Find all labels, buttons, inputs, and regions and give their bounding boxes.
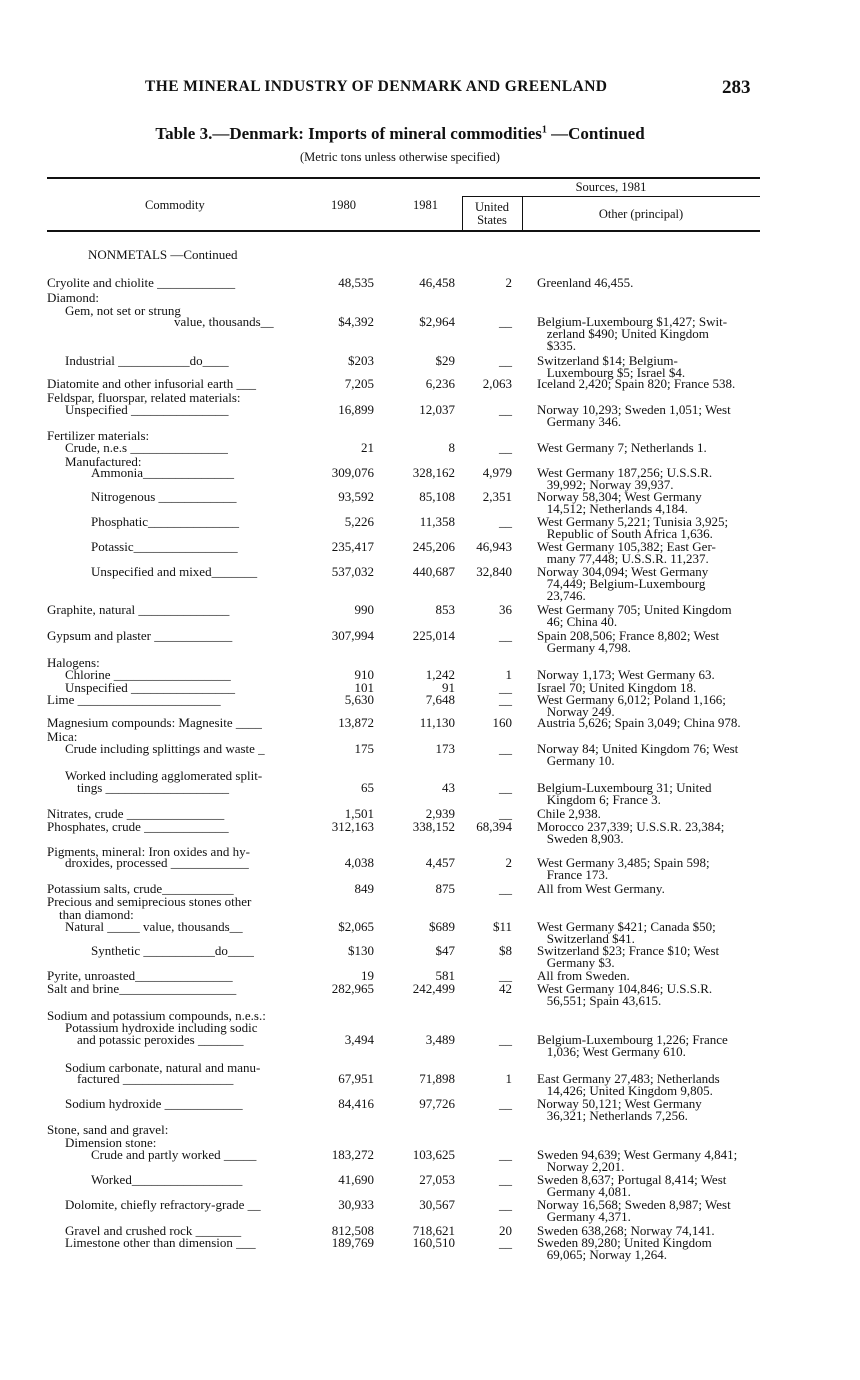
row-1981-value: 103,625: [412, 1147, 455, 1162]
row-1980-value: 84,416: [338, 1096, 374, 1111]
col-header-1981: 1981: [413, 198, 438, 212]
row-commodity: Dimension stone:: [65, 1135, 157, 1150]
row-commodity: Mica:: [47, 729, 78, 744]
row-other-sources: Spain 208,506; France 8,802; West Germany 4,798.: [537, 628, 720, 655]
row-1981-value: 11,130: [419, 715, 455, 730]
row-other-sources: Sweden 89,280; United Kingdom 69,065; Norway 1,264.: [537, 1235, 712, 1262]
row-commodity: Graphite, natural ______________: [47, 602, 230, 617]
row-1981-value: 718,621: [412, 1223, 455, 1238]
row-1981-value: 328,162: [412, 465, 455, 480]
row-other-sources: Sweden 94,639; West Germany 4,841; Norway 2,201.: [537, 1147, 738, 1174]
row-1981-value: 85,108: [419, 489, 455, 504]
row-1980-value: 65: [361, 780, 374, 795]
row-us-value: 1: [505, 1071, 512, 1086]
row-1981-value: 6,236: [425, 376, 455, 391]
row-1981-value: 225,014: [412, 628, 455, 643]
row-1980-value: $203: [348, 353, 374, 368]
row-us-value: 2,063: [482, 376, 512, 391]
row-1981-value: 875: [435, 881, 455, 896]
row-commodity: Diamond:: [47, 290, 99, 305]
row-other-sources: Sweden 638,268; Norway 74,141.: [537, 1223, 715, 1238]
row-1980-value: 309,076: [331, 465, 374, 480]
row-commodity: Sodium and potassium compounds, n.e.s.:: [47, 1008, 266, 1023]
row-us-value: 160: [492, 715, 512, 730]
row-1981-value: $29: [435, 353, 455, 368]
row-1980-value: 3,494: [344, 1032, 374, 1047]
row-commodity: Feldspar, fluorspar, related materials:: [47, 390, 241, 405]
row-commodity: Potassium hydroxide including sodic: [65, 1020, 258, 1035]
row-commodity: Unspecified and mixed_______: [91, 564, 258, 579]
row-1980-value: 849: [354, 881, 374, 896]
row-1981-value: 245,206: [412, 539, 455, 554]
row-us-value: __: [499, 314, 512, 329]
row-1980-value: 93,592: [338, 489, 374, 504]
row-commodity: Limestone other than dimension ___: [65, 1235, 256, 1250]
row-us-value: 2: [505, 855, 512, 870]
row-us-value: __: [499, 440, 512, 455]
row-other-sources: Israel 70; United Kingdom 18.: [537, 680, 697, 695]
row-other-sources: West Germany 705; United Kingdom 46; China 40.: [537, 602, 732, 629]
row-us-value: __: [499, 1172, 512, 1187]
row-us-value: $8: [499, 943, 512, 958]
row-1981-value: 46,458: [419, 275, 455, 290]
row-commodity: Diatomite and other infusorial earth ___: [47, 376, 257, 391]
row-commodity: Worked_________________: [91, 1172, 243, 1187]
row-us-value: __: [499, 692, 512, 707]
row-1981-value: 853: [435, 602, 455, 617]
row-1981-value: $47: [435, 943, 455, 958]
row-commodity: Salt and brine__________________: [47, 981, 237, 996]
row-1981-value: 242,499: [412, 981, 455, 996]
row-other-sources: West Germany 6,012; Poland 1,166; Norway 249.: [537, 692, 726, 719]
row-other-sources: Switzerland $14; Belgium- Luxembourg $5; Israel $4.: [537, 353, 686, 380]
col-header-sources: Sources, 1981: [575, 180, 647, 194]
row-1981-value: 1,242: [425, 667, 455, 682]
row-1980-value: $130: [348, 943, 374, 958]
row-us-value: __: [499, 628, 512, 643]
row-commodity: Ammonia______________: [91, 465, 234, 480]
row-commodity: Pyrite, unroasted_______________: [47, 968, 233, 983]
row-1981-value: $689: [429, 919, 455, 934]
row-1981-value: 27,053: [419, 1172, 455, 1187]
section-heading: NONMETALS —Continued: [88, 247, 238, 262]
row-commodity: Unspecified _______________: [65, 402, 229, 417]
row-us-value: __: [499, 780, 512, 795]
row-1980-value: 4,038: [344, 855, 374, 870]
row-1980-value: $4,392: [338, 314, 374, 329]
row-1980-value: 183,272: [331, 1147, 374, 1162]
row-1981-value: 581: [435, 968, 455, 983]
row-us-value: __: [499, 968, 512, 983]
row-1980-value: 537,032: [331, 564, 374, 579]
row-us-value: 68,394: [476, 819, 512, 834]
row-other-sources: Norway 58,304; West Germany 14,512; Netherlands 4,184.: [537, 489, 702, 516]
row-1981-value: 173: [435, 741, 455, 756]
running-title: THE MINERAL INDUSTRY OF DENMARK AND GREENLAND: [145, 78, 608, 95]
row-1980-value: 19: [361, 968, 374, 983]
row-other-sources: West Germany 104,846; U.S.S.R. 56,551; Spain 43,615.: [537, 981, 713, 1008]
col-header-commodity: Commodity: [145, 198, 205, 212]
row-commodity: Nitrogenous ____________: [91, 489, 237, 504]
row-us-value: 4,979: [482, 465, 512, 480]
row-other-sources: West Germany 105,382; East Ger- many 77,448; U.S.S.R. 11,237.: [537, 539, 716, 566]
row-commodity: Fertilizer materials:: [47, 428, 150, 443]
row-us-value: __: [499, 353, 512, 368]
col-header-1980: 1980: [331, 198, 356, 212]
header-bottom-rule: [47, 230, 760, 232]
row-1980-value: $2,065: [338, 919, 374, 934]
row-1980-value: 5,630: [344, 692, 374, 707]
row-other-sources: Norway 304,094; West Germany 74,449; Belgium-Luxembourg 23,746.: [537, 564, 709, 603]
row-1981-value: 338,152: [412, 819, 455, 834]
row-1981-value: 71,898: [419, 1071, 455, 1086]
row-us-value: __: [499, 806, 512, 821]
row-us-value: 42: [499, 981, 512, 996]
row-commodity: Unspecified ________________: [65, 680, 236, 695]
row-1981-value: 440,687: [412, 564, 455, 579]
row-commodity: Nitrates, crude _______________: [47, 806, 225, 821]
row-commodity: Lime ______________________: [47, 692, 221, 707]
row-us-value: __: [499, 741, 512, 756]
row-us-value: __: [499, 881, 512, 896]
row-1980-value: 235,417: [331, 539, 374, 554]
row-commodity: Phosphatic______________: [91, 514, 240, 529]
row-1980-value: 307,994: [331, 628, 374, 643]
row-us-value: __: [499, 680, 512, 695]
row-other-sources: West Germany 187,256; U.S.S.R. 39,992; Norway 39,937.: [537, 465, 713, 492]
row-1980-value: 282,965: [331, 981, 374, 996]
row-commodity: Cryolite and chiolite ____________: [47, 275, 236, 290]
row-other-sources: Sweden 8,637; Portugal 8,414; West Germany 4,081.: [537, 1172, 727, 1199]
row-commodity: Stone, sand and gravel:: [47, 1122, 169, 1137]
row-1980-value: 21: [361, 440, 374, 455]
row-other-sources: Chile 2,938.: [537, 806, 601, 821]
row-commodity: Worked including agglomerated split-: [65, 768, 263, 783]
row-other-sources: Iceland 2,420; Spain 820; France 538.: [537, 376, 736, 391]
table-subtitle: (Metric tons unless otherwise specified): [300, 150, 500, 164]
row-1981-value: 12,037: [419, 402, 455, 417]
row-commodity: Magnesium compounds: Magnesite ____: [47, 715, 262, 730]
row-commodity: Gravel and crushed rock _______: [65, 1223, 242, 1238]
row-1980-value: 48,535: [338, 275, 374, 290]
row-commodity: Synthetic ___________do____: [91, 943, 254, 958]
row-other-sources: Austria 5,626; Spain 3,049; China 978.: [537, 715, 741, 730]
row-us-value: __: [499, 514, 512, 529]
row-1980-value: 175: [354, 741, 374, 756]
row-us-value: __: [499, 1096, 512, 1111]
row-1980-value: 910: [354, 667, 374, 682]
row-1981-value: 8: [448, 440, 455, 455]
row-other-sources: Norway 50,121; West Germany 36,321; Netherlands 7,256.: [537, 1096, 702, 1123]
row-1981-value: 7,648: [425, 692, 455, 707]
row-1981-value: 4,457: [425, 855, 455, 870]
row-commodity: Halogens:: [47, 655, 100, 670]
row-1981-value: 91: [442, 680, 455, 695]
row-commodity: than diamond:: [59, 907, 134, 922]
row-commodity: Industrial ___________do____: [65, 353, 229, 368]
row-1980-value: 30,933: [338, 1197, 374, 1212]
row-us-value: __: [499, 402, 512, 417]
row-us-value: 46,943: [476, 539, 512, 554]
row-other-sources: East Germany 27,483; Netherlands 14,426; United Kingdom 9,805.: [537, 1071, 720, 1098]
row-us-value: __: [499, 1235, 512, 1250]
row-1981-value: 43: [442, 780, 455, 795]
row-1980-value: 990: [354, 602, 374, 617]
row-commodity: Sodium hydroxide ____________: [65, 1096, 243, 1111]
row-other-sources: Norway 84; United Kingdom 76; West Germany 10.: [537, 741, 739, 768]
row-commodity: droxides, processed ____________: [65, 855, 249, 870]
row-other-sources: West Germany 3,485; Spain 598; France 173.: [537, 855, 710, 882]
row-us-value: __: [499, 1032, 512, 1047]
row-us-value: 32,840: [476, 564, 512, 579]
row-commodity: Potassic________________: [91, 539, 238, 554]
row-us-value: 1: [505, 667, 512, 682]
row-other-sources: Belgium-Luxembourg 1,226; France 1,036; West Germany 610.: [537, 1032, 728, 1059]
row-1980-value: 812,508: [331, 1223, 374, 1238]
row-commodity: Crude and partly worked _____: [91, 1147, 257, 1162]
row-1980-value: 5,226: [344, 514, 374, 529]
row-1981-value: 97,726: [419, 1096, 455, 1111]
row-1981-value: 3,489: [425, 1032, 455, 1047]
row-commodity: Phosphates, crude _____________: [47, 819, 229, 834]
row-other-sources: Norway 10,293; Sweden 1,051; West Germany 346.: [537, 402, 731, 429]
sources-rule: [462, 196, 760, 197]
row-other-sources: West Germany 5,221; Tunisia 3,925; Republic of South Africa 1,636.: [537, 514, 729, 541]
row-other-sources: Morocco 237,339; U.S.S.R. 23,384; Sweden 8,903.: [537, 819, 725, 846]
row-other-sources: Greenland 46,455.: [537, 275, 634, 290]
row-commodity: and potassic peroxides _______: [77, 1032, 244, 1047]
row-1980-value: 16,899: [338, 402, 374, 417]
row-1980-value: 189,769: [331, 1235, 374, 1250]
table-title: [0, 124, 800, 144]
row-1980-value: 13,872: [338, 715, 374, 730]
row-other-sources: All from Sweden.: [537, 968, 630, 983]
page-number: 283: [722, 77, 751, 98]
table-top-rule: [47, 177, 760, 179]
row-other-sources: Switzerland $23; France $10; West Germany $3.: [537, 943, 720, 970]
row-other-sources: West Germany $421; Canada $50; Switzerland $41.: [537, 919, 716, 946]
row-commodity: Pigments, mineral: Iron oxides and hy-: [47, 844, 250, 859]
table-title-footnote: 1: [541, 124, 547, 136]
table-title-tail: —Continued: [546, 124, 645, 143]
row-other-sources: Norway 1,173; West Germany 63.: [537, 667, 715, 682]
row-us-value: 20: [499, 1223, 512, 1238]
row-commodity: factured _________________: [77, 1071, 234, 1086]
row-other-sources: Belgium-Luxembourg 31; United Kingdom 6; France 3.: [537, 780, 712, 807]
row-commodity: tings ___________________: [77, 780, 230, 795]
row-1980-value: 7,205: [344, 376, 374, 391]
row-commodity: Manufactured:: [65, 454, 142, 469]
row-us-value: 36: [499, 602, 512, 617]
row-us-value: __: [499, 1147, 512, 1162]
row-1980-value: 101: [354, 680, 374, 695]
row-1980-value: 67,951: [338, 1071, 374, 1086]
row-1981-value: 2,939: [425, 806, 455, 821]
row-other-sources: Norway 16,568; Sweden 8,987; West Germany 4,371.: [537, 1197, 731, 1224]
row-1981-value: $2,964: [419, 314, 455, 329]
row-us-value: 2,351: [482, 489, 512, 504]
col-header-united-states: United States: [474, 200, 510, 227]
row-other-sources: West Germany 7; Netherlands 1.: [537, 440, 707, 455]
row-commodity: Potassium salts, crude___________: [47, 881, 234, 896]
row-1981-value: 11,358: [419, 514, 455, 529]
row-1980-value: 1,501: [344, 806, 374, 821]
row-commodity: Crude, n.e.s _______________: [65, 440, 228, 455]
row-1980-value: 41,690: [338, 1172, 374, 1187]
row-commodity: Gypsum and plaster ____________: [47, 628, 233, 643]
row-commodity: Precious and semiprecious stones other: [47, 894, 252, 909]
row-us-value: __: [499, 1197, 512, 1212]
row-1981-value: 30,567: [419, 1197, 455, 1212]
row-commodity: value, thousands__: [174, 314, 274, 329]
row-commodity: Sodium carbonate, natural and manu-: [65, 1060, 261, 1075]
row-commodity: Gem, not set or strung: [65, 303, 181, 318]
row-commodity: Crude including splittings and waste _: [65, 741, 265, 756]
row-other-sources: Belgium-Luxembourg $1,427; Swit- zerland $490; United Kingdom $335.: [537, 314, 728, 353]
col-header-other: Other (principal): [598, 207, 684, 221]
row-us-value: 2: [505, 275, 512, 290]
row-1981-value: 160,510: [412, 1235, 455, 1250]
row-commodity: Natural _____ value, thousands__: [65, 919, 243, 934]
row-commodity: Dolomite, chiefly refractory-grade __: [65, 1197, 261, 1212]
row-commodity: Chlorine __________________: [65, 667, 231, 682]
row-1980-value: 312,163: [331, 819, 374, 834]
table-title-main: Table 3.—Denmark: Imports of mineral commodities: [155, 124, 542, 143]
row-other-sources: All from West Germany.: [537, 881, 665, 896]
row-us-value: $11: [492, 919, 512, 934]
